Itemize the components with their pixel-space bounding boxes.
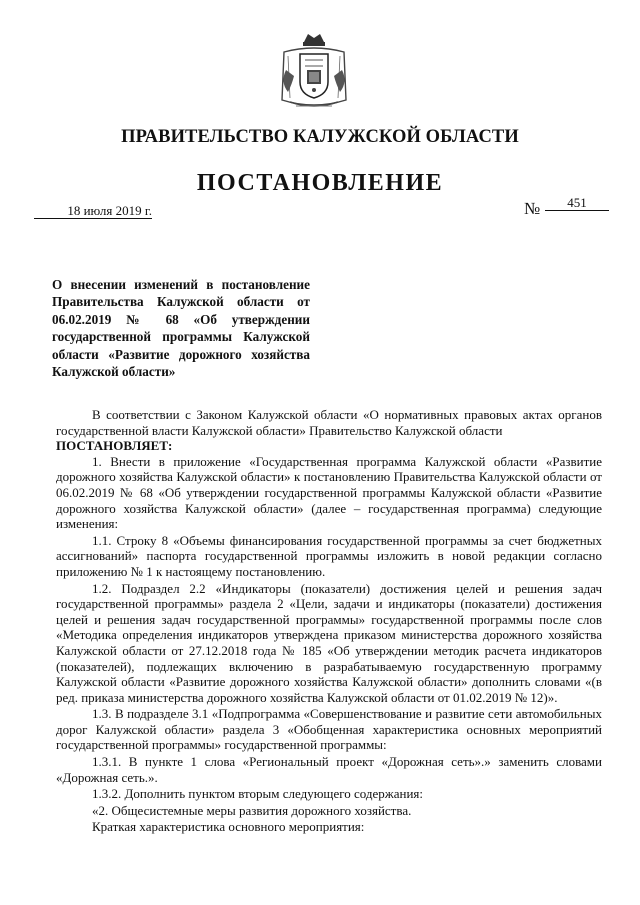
paragraph-2-quote: «2. Общесистемные меры развития дорожного хозяйства. <box>92 802 412 818</box>
decree-word: ПОСТАНОВЛЯЕТ: <box>56 438 173 454</box>
government-title: ПРАВИТЕЛЬСТВО КАЛУЖСКОЙ ОБЛАСТИ <box>121 127 519 147</box>
paragraph-1-3: 1.3. В подразделе 3.1 «Подпрограмма «Совершенствование и развитие сети автомобильных дорог Калужской области» раздела 3 «Обобщенная характеристика основных мероприятий государственной программы» государственной программы: <box>56 706 602 753</box>
document-date: 18 июля 2019 г. <box>34 204 152 219</box>
paragraph-1-2: 1.2. Подраздел 2.2 «Индикаторы (показатели) достижения целей и решения задач государственной программы» раздела 2 «Цели, задачи и индикаторы (показатели) достижения целей и решения задач государственной программы» государственной программы после слов «Методика определения индикаторов утверждена приказом министерства дорожного хозяйства Калужской области от 27.12.2018 года № 185 «Об утверждении методик расчета индикаторов (показателей), подлежащих включению в разрабатываемую государственную программу Калужской области «Развитие дорожного хозяйства Калужской области» дополнить словами «(в ред. приказа министерства дорожного хозяйства Калужской области от 01.02.2019 № 12)». <box>56 580 602 705</box>
document-body <box>56 407 602 835</box>
document-number: 451 <box>545 196 609 211</box>
paragraph-1-1: 1.1. Строку 8 «Объемы финансирования государственной программы за счет бюджетных ассигнований» паспорта государственной программы изложить в новой редакции согласно приложению № 1 к настоящему постановлению. <box>56 532 602 579</box>
paragraph-1-3-2: 1.3.2. Дополнить пунктом вторым следующего содержания: <box>92 786 424 802</box>
document-subject: О внесении изменений в постановление Правительства Калужской области от 06.02.2019 № 68 «Об утверждении государственной программы Калужской области «Развитие дорожного хозяйства Калужской области» <box>52 277 310 380</box>
paragraph-brief: Краткая характеристика основного мероприятия: <box>92 819 365 835</box>
document-type-title: ПОСТАНОВЛЕНИЕ <box>196 170 444 196</box>
preamble-paragraph: В соответствии с Законом Калужской области «О нормативных правовых актах органов государственной власти Калужской области» Правительство Калужской области <box>56 407 602 438</box>
paragraph-1-3-1: 1.3.1. В пункте 1 слова «Региональный проект «Дорожная сеть».» заменить словами «Дорожная сеть.». <box>56 754 602 785</box>
coat-of-arms-icon <box>276 30 352 114</box>
paragraph-1: 1. Внести в приложение «Государственная программа Калужской области «Развитие дорожного хозяйства Калужской области» к постановлению Правительства Калужской области от 06.02.2019 № 68 «Об утверждении государственной программы Калужской области «Развитие дорожного хозяйства Калужской области» (далее – государственная программа) следующие изменения: <box>56 453 602 532</box>
document-number-label: № <box>524 199 541 218</box>
